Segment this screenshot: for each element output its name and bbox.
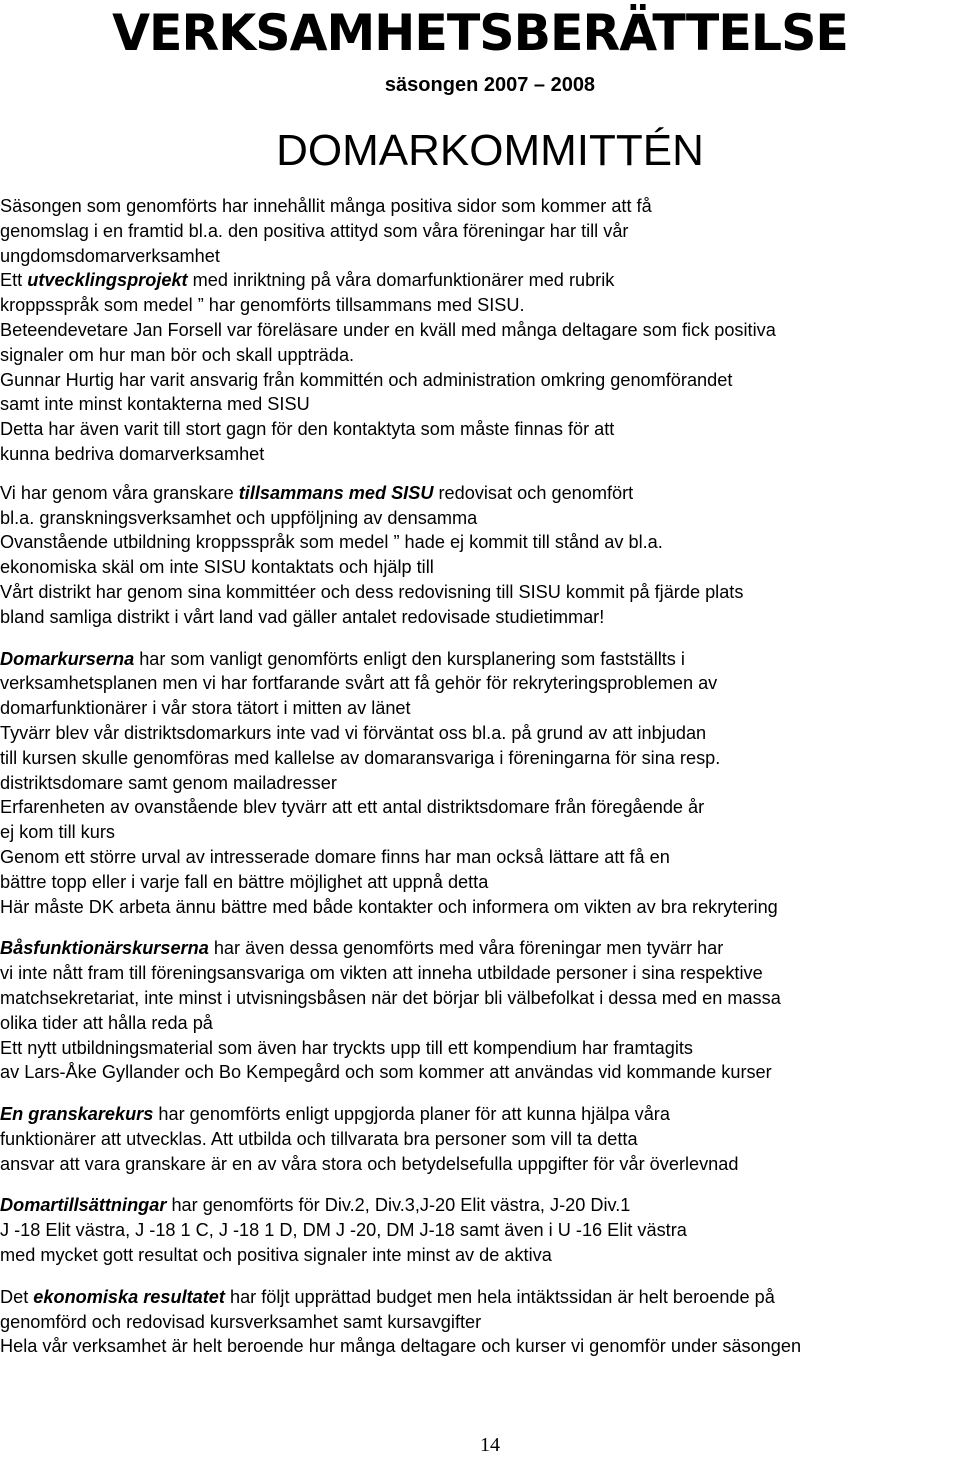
text-line [0,481,958,506]
paragraph-gap [0,1085,960,1102]
text-segment: Det [0,1286,34,1307]
text-line: till kursen skulle genomföras med kallelse av domaransvariga i föreningarna för sina resp. [0,747,721,768]
text-line [0,1285,958,1310]
text-line: kunna bedriva domarverksamhet [0,443,265,464]
document-title: VERKSAMHETSBERÄTTELSE [112,4,848,62]
text-segment: har som vanligt genomförts enligt den kursplanering som fastställts i [134,648,685,669]
text-line: ej kom till kurs [0,822,115,843]
text-line: ekonomiska skäl om inte SISU kontaktats och hjälp till [0,557,434,578]
text-line [0,936,958,961]
text-line: bättre topp eller i varje fall en bättre möjlighet att uppnå detta [0,871,489,892]
text-line: Detta har även varit till stort gagn för den kontaktyta som måste finnas för att [0,419,615,440]
emphasis-together-with-sisu: tillsammans med SISU [238,482,434,503]
text-line: av Lars-Åke Gyllander och Bo Kempegård och som kommer att användas vid kommande kurser [0,1062,772,1083]
text-line [0,647,958,672]
text-segment: har följt upprättad budget men hela intäktssidan är helt beroende på [224,1286,775,1307]
text-line: Tyvärr blev vår distriktsdomarkurs inte vad vi förväntat oss bl.a. på grund av att inbjudan [0,722,707,743]
emphasis-economic-result: ekonomiska resultatet [33,1286,225,1307]
text-line: distriktsdomare samt genom mailadresser [0,772,337,793]
report-body [0,194,960,1359]
paragraph-gap [0,630,960,647]
text-segment: Ett [0,270,28,291]
text-line: genomslag i en framtid bl.a. den positiva attityd som våra föreningar har till vår [0,220,629,241]
text-line: Säsongen som genomförts har innehållit många positiva sidor som kommer att få [0,196,652,216]
text-line: genomförd och redovisad kursverksamhet samt kursavgifter [0,1311,482,1332]
text-line: Hela vår verksamhet är helt beroende hur många deltagare och kurser vi genomför under säsongen [0,1336,802,1357]
text-line: J -18 Elit västra, J -18 1 C, J -18 1 D, DM J -20, DM J-18 samt även i U -16 Elit västra [0,1220,687,1241]
text-segment: med inriktning på våra domarfunktionärer med rubrik [187,270,615,291]
text-segment: har genomförts enligt uppgjorda planer för att kunna hjälpa våra [153,1104,670,1125]
emphasis-bench-official-courses: Båsfunktionärskurserna [0,938,209,959]
text-line: domarfunktionärer i vår stora tätort i mitten av länet [0,698,411,719]
text-line: Genom ett större urval av intresserade domare finns har man också lättare att få en [0,846,670,867]
text-line [0,268,958,293]
text-line: bl.a. granskningsverksamhet och uppföljning av densamma [0,507,478,528]
text-line: Beteendevetare Jan Forsell var föreläsare under en kväll med många deltagare som fick positiva [0,319,776,340]
paragraph-gap [0,1268,960,1285]
text-line: signaler om hur man bör och skall uppträda. [0,344,355,365]
text-segment: redovisat och genomfört [433,482,634,503]
text-line: olika tider att hålla reda på [0,1012,213,1033]
emphasis-referee-courses: Domarkurserna [0,648,135,669]
text-segment: har även dessa genomförts med våra föreningar men tyvärr har [208,938,724,959]
text-line: matchsekretariat, inte minst i utvisningsbåsen när det börjar bli välbefolkat i dessa med en massa [0,987,781,1008]
text-line: ungdomsdomarverksamhet [0,245,220,266]
text-line: bland samliga distrikt i vårt land vad gäller antalet redovisade studietimmar! [0,606,605,627]
text-line: kroppsspråk som medel ” har genomförts tillsammans med SISU. [0,295,525,316]
text-line: samt inte minst kontakterna med SISU [0,394,310,415]
text-line: ansvar att vara granskare är en av våra stora och betydelsefulla uppgifter för vår överlevnad [0,1153,739,1174]
text-line: Erfarenheten av ovanstående blev tyvärr att ett antal distriktsdomare från föregående år [0,797,705,818]
text-segment: Vi har genom våra granskare [0,482,239,503]
page-number: 14 [480,1434,500,1456]
text-line: Vårt distrikt har genom sina kommittéer och dess redovisning till SISU kommit på fjärde plats [0,581,744,602]
emphasis-development-project: utvecklingsprojekt [27,270,188,291]
committee-heading: DOMARKOMMITTÉN [276,126,704,175]
season-subtitle: säsongen 2007 – 2008 [384,74,596,96]
text-line: verksamhetsplanen men vi har fortfarande svårt att få gehör för rekryteringsproblemen av [0,673,718,694]
text-line: Gunnar Hurtig har varit ansvarig från kommittén och administration omkring genomförandet [0,369,733,390]
paragraph-gap [0,1176,960,1193]
text-line [0,1193,958,1218]
text-line [0,1102,958,1127]
text-segment: har genomförts för Div.2, Div.3,J-20 Elit västra, J-20 Div.1 [166,1195,631,1216]
text-line: Ett nytt utbildningsmaterial som även har tryckts upp till ett kompendium har framtagits [0,1037,694,1058]
text-line: Ovanstående utbildning kroppsspråk som medel ” hade ej kommit till stånd av bl.a. [0,532,663,553]
emphasis-referee-appointments: Domartillsättningar [0,1195,167,1216]
text-line: vi inte nått fram till föreningsansvariga om vikten att inneha utbildade personer i sina respektive [0,963,763,984]
text-line: Här måste DK arbeta ännu bättre med både kontakter och informera om vikten av bra rekrytering [0,896,778,917]
text-line: med mycket gott resultat och positiva signaler inte minst av de aktiva [0,1245,552,1266]
paragraph-gap [0,467,960,481]
paragraph-gap [0,919,960,936]
text-line: funktionärer att utvecklas. Att utbilda och tillvarata bra personer som vill ta detta [0,1128,638,1149]
emphasis-supervisor-course: En granskarekurs [0,1104,154,1125]
